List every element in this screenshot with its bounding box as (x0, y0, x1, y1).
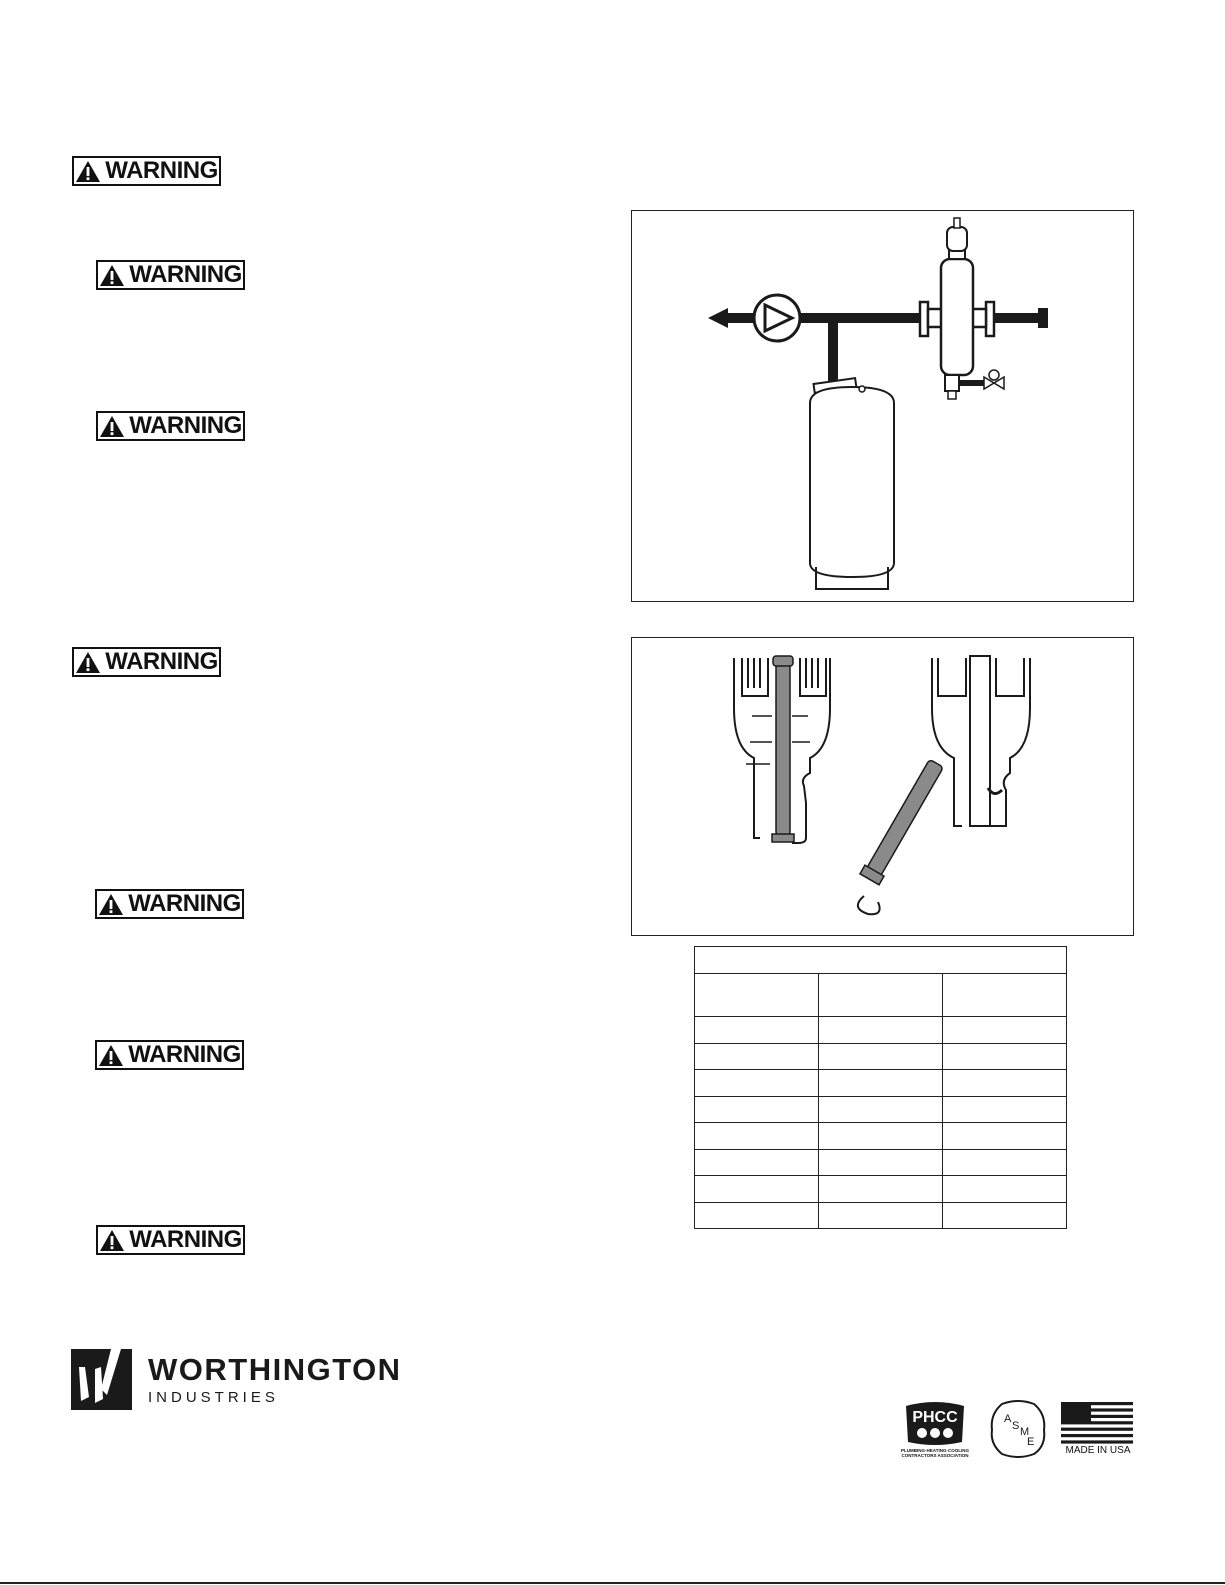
table-cell (819, 1043, 943, 1070)
table-header-cell (943, 974, 1067, 1017)
expansion-tank (810, 378, 894, 589)
main-pipe-right (994, 313, 1038, 323)
table-row (695, 1017, 1067, 1044)
table-cell (943, 1202, 1067, 1229)
table-cell (695, 1123, 819, 1150)
table-cell (695, 1043, 819, 1070)
warning-triangle-icon (99, 1229, 125, 1252)
table-cell (943, 1149, 1067, 1176)
warning-label-2 (96, 260, 245, 290)
tank-section-right (932, 656, 1030, 826)
table-cell (819, 1017, 943, 1044)
warning-label-5 (95, 889, 244, 919)
table-row (695, 1123, 1067, 1150)
asme-letter: E (1027, 1436, 1035, 1448)
flow-arrow-left (708, 308, 728, 328)
table-cell (695, 1096, 819, 1123)
table-row (695, 1176, 1067, 1203)
piping-diagram-figure (631, 210, 1134, 602)
table-header-cell (695, 974, 819, 1017)
warning-label-7 (96, 1225, 245, 1255)
rotate-arrow-icon (858, 896, 880, 914)
warning-text: WARNING (105, 157, 218, 184)
warning-label-1 (72, 156, 221, 186)
table-cell (819, 1070, 943, 1097)
made-in-usa-text: MADE IN USA (1065, 1445, 1131, 1456)
anode-rod-illustration (632, 638, 1132, 934)
anode-rod-figure (631, 637, 1134, 936)
table-cell (943, 1096, 1067, 1123)
spec-table (694, 946, 1067, 1229)
made-in-usa-logo (1061, 1402, 1135, 1458)
tank-connection-pipe (828, 318, 838, 382)
table-row (695, 1149, 1067, 1176)
phcc-subtitle: PLUMBING·HEATING·COOLING CONTRACTORS ASSOCIATION (901, 1448, 969, 1458)
warning-text: WARNING (128, 890, 241, 917)
table-row (695, 1043, 1067, 1070)
table-header-cell (819, 974, 943, 1017)
company-logo (71, 1349, 402, 1410)
table-row (695, 1070, 1067, 1097)
asme-letter: S (1012, 1420, 1020, 1432)
warning-label-6 (95, 1040, 244, 1070)
warning-label-4 (72, 647, 221, 677)
table-cell (943, 1176, 1067, 1203)
table-cell (943, 1070, 1067, 1097)
warning-text: WARNING (105, 648, 218, 675)
footer-rule (0, 1582, 1225, 1584)
table-caption (695, 947, 1067, 974)
removed-anode-rod (860, 758, 946, 885)
warning-triangle-icon (98, 1044, 124, 1067)
warning-triangle-icon (75, 651, 101, 674)
warning-text: WARNING (129, 1226, 242, 1253)
table-row (695, 1202, 1067, 1229)
phcc-logo (900, 1400, 970, 1460)
flow-arrow-right (1038, 308, 1048, 328)
table-cell (695, 1176, 819, 1203)
table-header-row (695, 974, 1067, 1017)
anode-rod (776, 662, 790, 836)
table-cell (943, 1043, 1067, 1070)
warning-label-3 (96, 411, 245, 441)
brand-name: WORTHINGTON (148, 1351, 402, 1387)
table-cell (819, 1176, 943, 1203)
table-cell (695, 1070, 819, 1097)
table-row (695, 1096, 1067, 1123)
warning-text: WARNING (128, 1041, 241, 1068)
asme-stamp-logo (988, 1400, 1048, 1458)
table-cell (819, 1149, 943, 1176)
table-cell (943, 1123, 1067, 1150)
table-cell (819, 1123, 943, 1150)
table-cell (695, 1202, 819, 1229)
brand-subtitle: INDUSTRIES (148, 1388, 279, 1406)
warning-text: WARNING (129, 412, 242, 439)
warning-triangle-icon (98, 893, 124, 916)
table-cell (819, 1202, 943, 1229)
asme-letter: M (1020, 1426, 1030, 1438)
warning-text: WARNING (129, 261, 242, 288)
table-cell (695, 1017, 819, 1044)
warning-triangle-icon (99, 415, 125, 438)
air-dirt-separator (920, 218, 1004, 399)
table-cell (943, 1017, 1067, 1044)
table-cell (819, 1096, 943, 1123)
phcc-text: PHCC (912, 1409, 958, 1426)
table-caption-row (695, 947, 1067, 974)
table-cell (695, 1149, 819, 1176)
asme-letter: A (1004, 1413, 1012, 1425)
piping-schematic (632, 211, 1132, 600)
warning-triangle-icon (99, 264, 125, 287)
us-flag-icon (1061, 1402, 1133, 1444)
worthington-mark-icon (71, 1349, 132, 1410)
warning-triangle-icon (75, 160, 101, 183)
